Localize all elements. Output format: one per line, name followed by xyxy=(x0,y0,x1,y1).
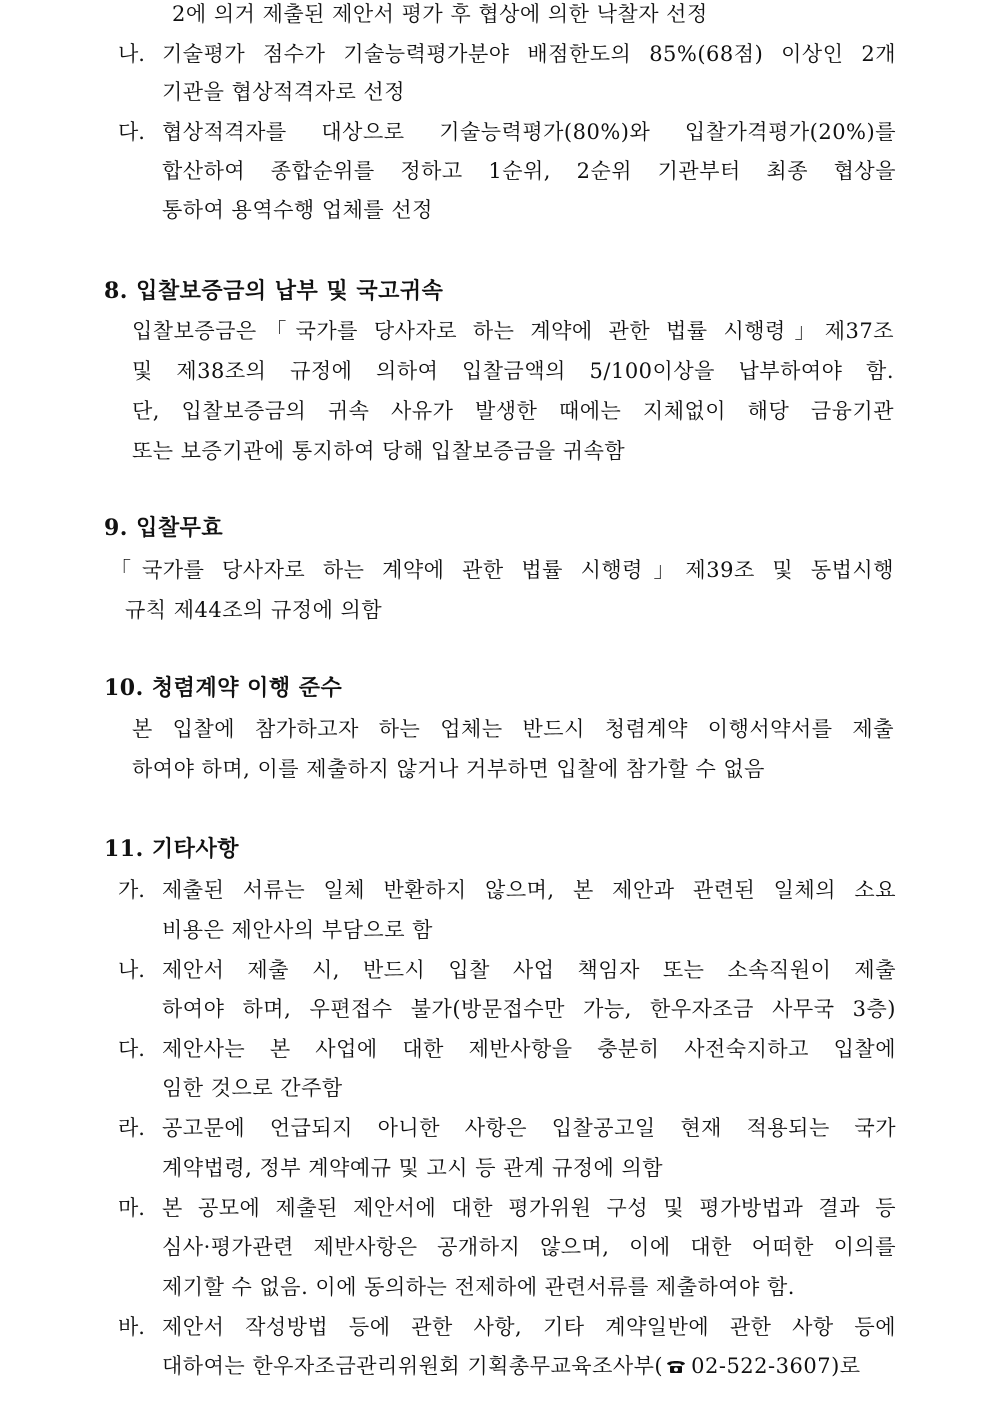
section-11-item-da-line2: 임한 것으로 간주함 xyxy=(162,1076,343,1100)
top-item-na-line2: 기관을 협상적격자로 선정 xyxy=(162,80,405,104)
section-11-item-na-line2: 하여야 하며, 우편접수 불가(방문접수만 가능, 한우자조금 사무국 3층) xyxy=(162,997,896,1021)
section-11-item-ra-label: 라. xyxy=(118,1116,145,1140)
section-11-item-ba-line2 xyxy=(162,1352,896,1380)
top-item-da-line1: 협상적격자를 대상으로 기술능력평가(80%)와 입찰가격평가(20%)를 xyxy=(162,120,896,144)
top-continuation-line: 2에 의거 제출된 제안서 평가 후 협상에 의한 낙찰자 선정 xyxy=(172,2,708,26)
section-11-item-ba-line1: 제안서 작성방법 등에 관한 사항, 기타 계약일반에 관한 사항 등에 xyxy=(162,1315,896,1339)
section-11-item-ma-label: 마. xyxy=(118,1196,145,1220)
section-8-line1: 입찰보증금은「국가를 당사자로 하는 계약에 관한 법률 시행령」제37조 xyxy=(132,319,894,343)
section-11-item-ma-line1: 본 공모에 제출된 제안서에 대한 평가위원 구성 및 평가방법과 결과 등 xyxy=(162,1196,896,1220)
section-11-item-ma-line3: 제기할 수 없음. 이에 동의하는 전제하에 관련서류를 제출하여야 함. xyxy=(162,1275,795,1299)
section-11-item-ba-line2-prefix: 대하여는 한우자조금관리위원회 기획총무교육조사부( xyxy=(162,1354,664,1378)
section-11-item-da-line1: 제안사는 본 사업에 대한 제반사항을 충분히 사전숙지하고 입찰에 xyxy=(162,1037,896,1061)
top-item-da-line2: 합산하여 종합순위를 정하고 1순위, 2순위 기관부터 최종 협상을 xyxy=(162,159,896,183)
top-item-da-label: 다. xyxy=(118,120,145,144)
section-11-item-ma-line2: 심사·평가관련 제반사항은 공개하지 않으며, 이에 대한 어떠한 이의를 xyxy=(162,1235,896,1259)
section-11-item-ba-phone: 02-522-3607)로 xyxy=(691,1354,861,1378)
section-10-line1: 본 입찰에 참가하고자 하는 업체는 반드시 청렴계약 이행서약서를 제출 xyxy=(132,717,894,741)
telephone-icon xyxy=(665,1358,687,1374)
section-11-item-ga-line1: 제출된 서류는 일체 반환하지 않으며, 본 제안과 관련된 일체의 소요 xyxy=(162,878,896,902)
top-item-na-label: 나. xyxy=(118,42,145,66)
section-8-line3: 단, 입찰보증금의 귀속 사유가 발생한 때에는 지체없이 해당 금융기관 xyxy=(132,399,894,423)
section-11-item-ga-label: 가. xyxy=(118,878,145,902)
section-11-item-ga-line2: 비용은 제안사의 부담으로 함 xyxy=(162,918,433,942)
top-item-da-line3: 통하여 용역수행 업체를 선정 xyxy=(162,198,433,222)
section-8-line2: 및 제38조의 규정에 의하여 입찰금액의 5/100이상을 납부하여야 함. xyxy=(132,359,894,383)
section-8-heading: 8. 입찰보증금의 납부 및 국고귀속 xyxy=(104,278,444,304)
section-10-heading: 10. 청렴계약 이행 준수 xyxy=(104,675,343,701)
section-9-heading: 9. 입찰무효 xyxy=(104,515,224,541)
section-10-line2: 하여야 하며, 이를 제출하지 않거나 거부하면 입찰에 참가할 수 없음 xyxy=(132,757,765,781)
section-11-heading: 11. 기타사항 xyxy=(104,836,239,862)
section-8-line4: 또는 보증기관에 통지하여 당해 입찰보증금을 귀속함 xyxy=(132,439,626,463)
section-11-item-na-label: 나. xyxy=(118,958,145,982)
section-11-item-ra-line1: 공고문에 언급되지 아니한 사항은 입찰공고일 현재 적용되는 국가 xyxy=(162,1116,896,1140)
section-11-item-ba-label: 바. xyxy=(118,1315,145,1339)
section-9-line2: 규칙 제44조의 규정에 의함 xyxy=(125,598,383,622)
section-11-item-da-label: 다. xyxy=(118,1037,145,1061)
top-item-na-line1: 기술평가 점수가 기술능력평가분야 배점한도의 85%(68점) 이상인 2개 xyxy=(162,42,896,66)
section-11-item-ra-line2: 계약법령, 정부 계약예규 및 고시 등 관계 규정에 의함 xyxy=(162,1156,664,1180)
section-11-item-na-line1: 제안서 제출 시, 반드시 입찰 사업 책임자 또는 소속직원이 제출 xyxy=(162,958,896,982)
section-9-line1: 「국가를 당사자로 하는 계약에 관한 법률 시행령」제39조 및 동법시행 xyxy=(110,558,894,582)
